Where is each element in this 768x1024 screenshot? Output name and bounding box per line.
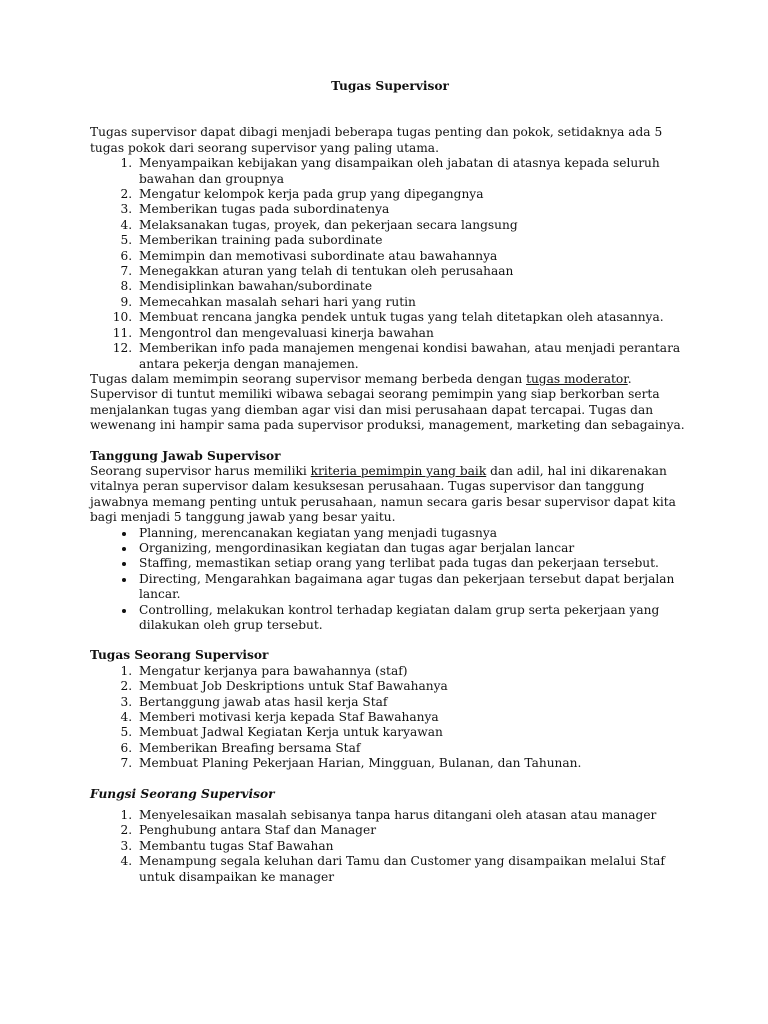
list-item: • Controlling, melakukan kontrol terhadap kegiatan dalam grup serta pekerjaan yang dilakukan oleh grup tersebut. [136, 603, 690, 634]
tugas-seorang-list [90, 664, 690, 772]
list-item: 2. Mengatur kelompok kerja pada grup yang dipegangnya [136, 187, 690, 202]
list-item: 7. Membuat Planing Pekerjaan Harian, Mingguan, Bulanan, dan Tahunan. [136, 756, 690, 771]
list-item: 11. Mengontrol dan mengevaluasi kinerja bawahan [136, 326, 690, 341]
paragraph-tugas-memimpin [90, 372, 690, 434]
list-item: 1. Menyelesaikan masalah sebisanya tanpa harus ditangani oleh atasan atau manager [136, 808, 690, 823]
fungsi-list [90, 808, 690, 885]
tanggung-jawab-list [90, 526, 690, 634]
list-item: 8. Mendisiplinkan bawahan/subordinate [136, 279, 690, 294]
list-item: 2. Membuat Job Deskriptions untuk Staf Bawahanya [136, 679, 690, 694]
paragraph-text: . Supervisor di tuntut memiliki wibawa sebagai seorang pemimpin yang siap berkorban serta menjalankan tugas yang diemban agar visi dan misi perusahaan dapat tercapai. Tugas dan wewenang ini hampir sama pada supervisor produksi, management, marketing dan sebagainya. [90, 371, 685, 433]
list-item: 9. Memecahkan masalah sehari hari yang rutin [136, 295, 690, 310]
list-item: 1. Mengatur kerjanya para bawahannya (staf) [136, 664, 690, 679]
list-item: • Planning, merencanakan kegiatan yang menjadi tugasnya [136, 526, 690, 541]
list-item: 10. Membuat rencana jangka pendek untuk tugas yang telah ditetapkan oleh atasannya. [136, 310, 690, 325]
list-item: 2. Penghubung antara Staf dan Manager [136, 823, 690, 838]
list-item: 3. Membantu tugas Staf Bawahan [136, 839, 690, 854]
intro-paragraph: Tugas supervisor dapat dibagi menjadi beberapa tugas penting dan pokok, setidaknya ada 5 tugas pokok dari seorang supervisor yang paling utama. [90, 125, 663, 155]
document-body [90, 79, 690, 885]
list-item: 4. Menampung segala keluhan dari Tamu dan Customer yang disampaikan melalui Staf untuk disampaikan ke manager [136, 854, 690, 885]
list-item: 5. Memberikan training pada subordinate [136, 233, 690, 248]
tugas-list [90, 156, 690, 372]
link-tugas-moderator[interactable]: tugas moderator [526, 371, 628, 386]
list-item: 7. Menegakkan aturan yang telah di tentukan oleh perusahaan [136, 264, 690, 279]
paragraph-text: Tugas dalam memimpin seorang supervisor memang berbeda dengan [90, 371, 527, 386]
document-title: Tugas Supervisor [331, 79, 449, 93]
list-item: • Directing, Mengarahkan bagaimana agar tugas dan pekerjaan tersebut dapat berjalan lancar. [136, 572, 690, 603]
list-item: • Organizing, mengordinasikan kegiatan dan tugas agar berjalan lancar [136, 541, 690, 556]
list-item: 4. Melaksanakan tugas, proyek, dan pekerjaan secara langsung [136, 218, 690, 233]
list-item: 3. Memberikan tugas pada subordinatenya [136, 202, 690, 217]
heading-tugas-seorang: Tugas Seorang Supervisor [90, 648, 269, 663]
link-kriteria-pemimpin[interactable]: kriteria pemimpin yang baik [310, 463, 487, 478]
heading-fungsi: Fungsi Seorang Supervisor [90, 786, 275, 801]
paragraph-tanggung-jawab [90, 464, 690, 526]
list-item: 5. Membuat Jadwal Kegiatan Kerja untuk karyawan [136, 725, 690, 740]
paragraph-text: Seorang supervisor harus memiliki [90, 463, 311, 478]
paragraph-text: dan adil, hal ini dikarenakan vitalnya peran supervisor dalam kesuksesan perusahaan. Tugas supervisor dan tanggung jawabnya memang penting untuk perusahaan, namun secara garis besar supervisor dapat kita bagi menjadi 5 tanggung jawab yang besar yaitu. [90, 463, 676, 525]
list-item: • Staffing, memastikan setiap orang yang terlibat pada tugas dan pekerjaan tersebut. [136, 556, 690, 571]
heading-tanggung-jawab: Tanggung Jawab Supervisor [90, 448, 281, 463]
list-item: 3. Bertanggung jawab atas hasil kerja Staf [136, 695, 690, 710]
list-item: 12. Memberikan info pada manajemen mengenai kondisi bawahan, atau menjadi perantara antara pekerja dengan manajemen. [136, 341, 690, 372]
list-item: 4. Memberi motivasi kerja kepada Staf Bawahanya [136, 710, 690, 725]
list-item: 1. Menyampaikan kebijakan yang disampaikan oleh jabatan di atasnya kepada seluruh bawahan dan groupnya [136, 156, 690, 187]
list-item: 6. Memimpin dan memotivasi subordinate atau bawahannya [136, 249, 690, 264]
list-item: 6. Memberikan Breafing bersama Staf [136, 741, 690, 756]
